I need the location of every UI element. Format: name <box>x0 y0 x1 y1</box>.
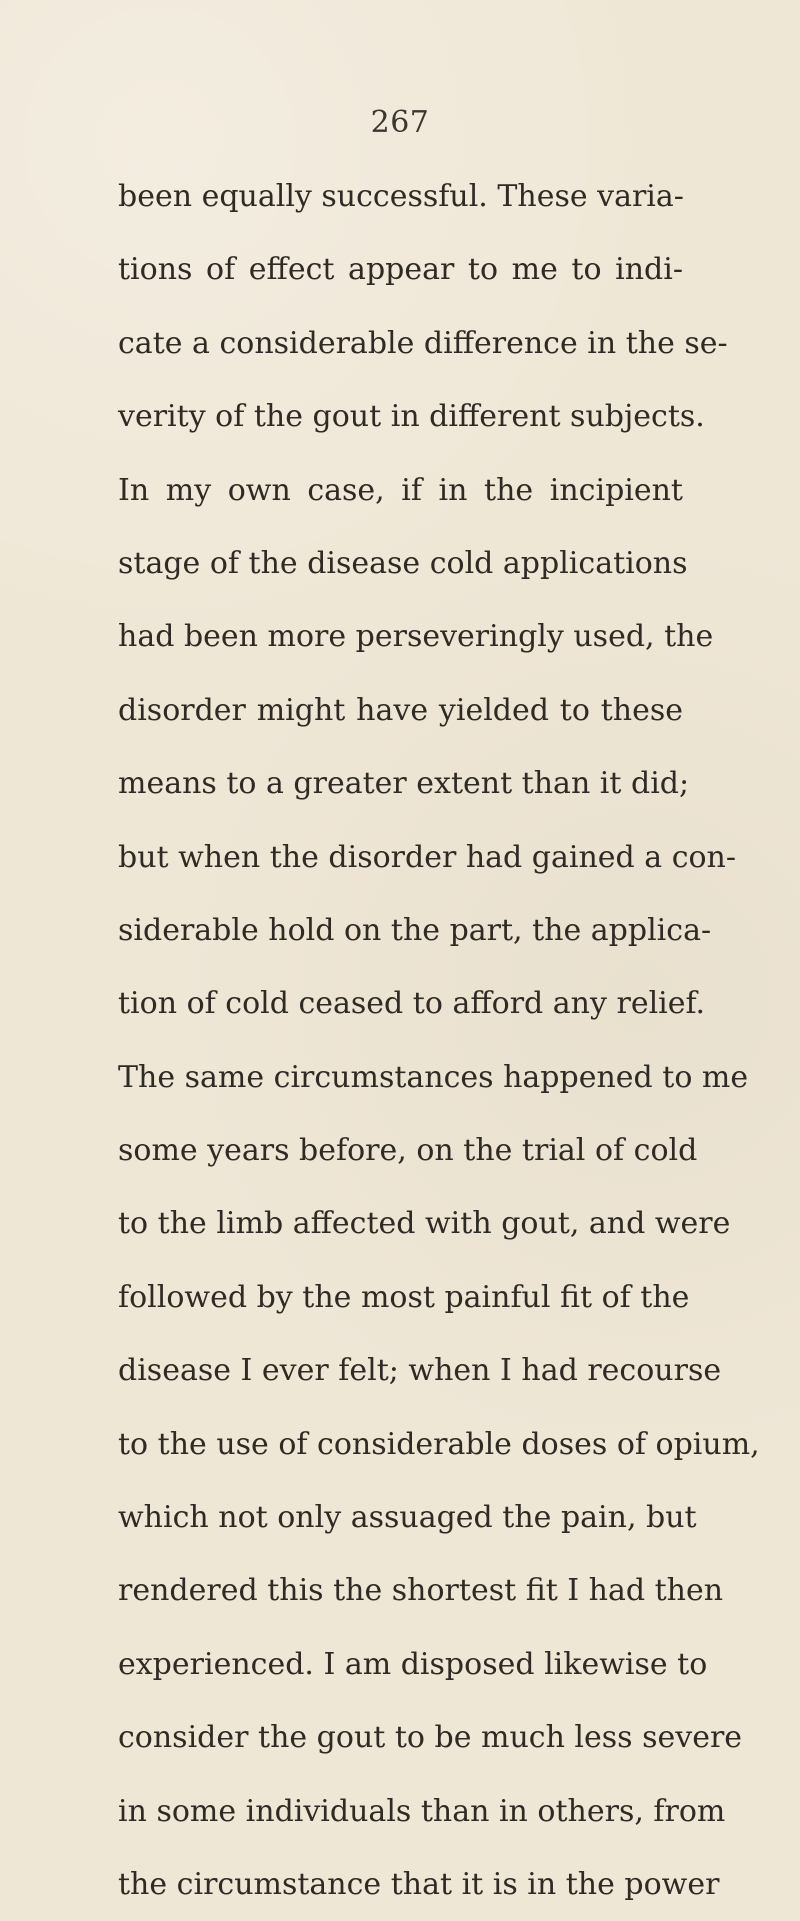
text-line: verity of the gout in different subjects. <box>118 399 705 435</box>
page-number: 267 <box>370 105 430 140</box>
text-line: tion of cold ceased to afford any relief. <box>118 986 706 1022</box>
text-line: In my own case, if in the incipient <box>118 472 683 508</box>
text-line: to the use of considerable doses of opium, <box>118 1426 760 1462</box>
text-line: rendered this the shortest fit I had then <box>118 1573 724 1609</box>
text-line: consider the gout to be much less severe <box>118 1720 743 1756</box>
text-line: means to a greater extent than it did; <box>118 766 690 802</box>
text-line: siderable hold on the part, the applica- <box>118 912 712 948</box>
text-line: cate a considerable difference in the se- <box>118 325 728 361</box>
text-line: experienced. I am disposed likewise to <box>118 1646 708 1682</box>
text-line: some years before, on the trial of cold <box>118 1133 698 1169</box>
body-text <box>118 160 760 1921</box>
text-line: but when the disorder had gained a con- <box>118 839 737 875</box>
text-line: disorder might have yielded to these <box>118 692 683 728</box>
text-line: which not only assuaged the pain, but <box>118 1500 697 1536</box>
text-line: stage of the disease cold applications <box>118 545 688 581</box>
text-line: in some individuals than in others, from <box>118 1793 726 1829</box>
text-line: had been more perseveringly used, the <box>118 619 714 655</box>
text-line: disease I ever felt; when I had recourse <box>118 1353 722 1389</box>
text-line: followed by the most painful fit of the <box>118 1279 690 1315</box>
text-line: tions of effect appear to me to indi- <box>118 252 683 288</box>
text-line: to the limb affected with gout, and were <box>118 1206 731 1242</box>
text-line: been equally successful. These varia- <box>118 179 684 214</box>
text-line: The same circumstances happened to me <box>118 1059 749 1095</box>
text-line: the circumstance that it is in the power <box>118 1866 720 1902</box>
